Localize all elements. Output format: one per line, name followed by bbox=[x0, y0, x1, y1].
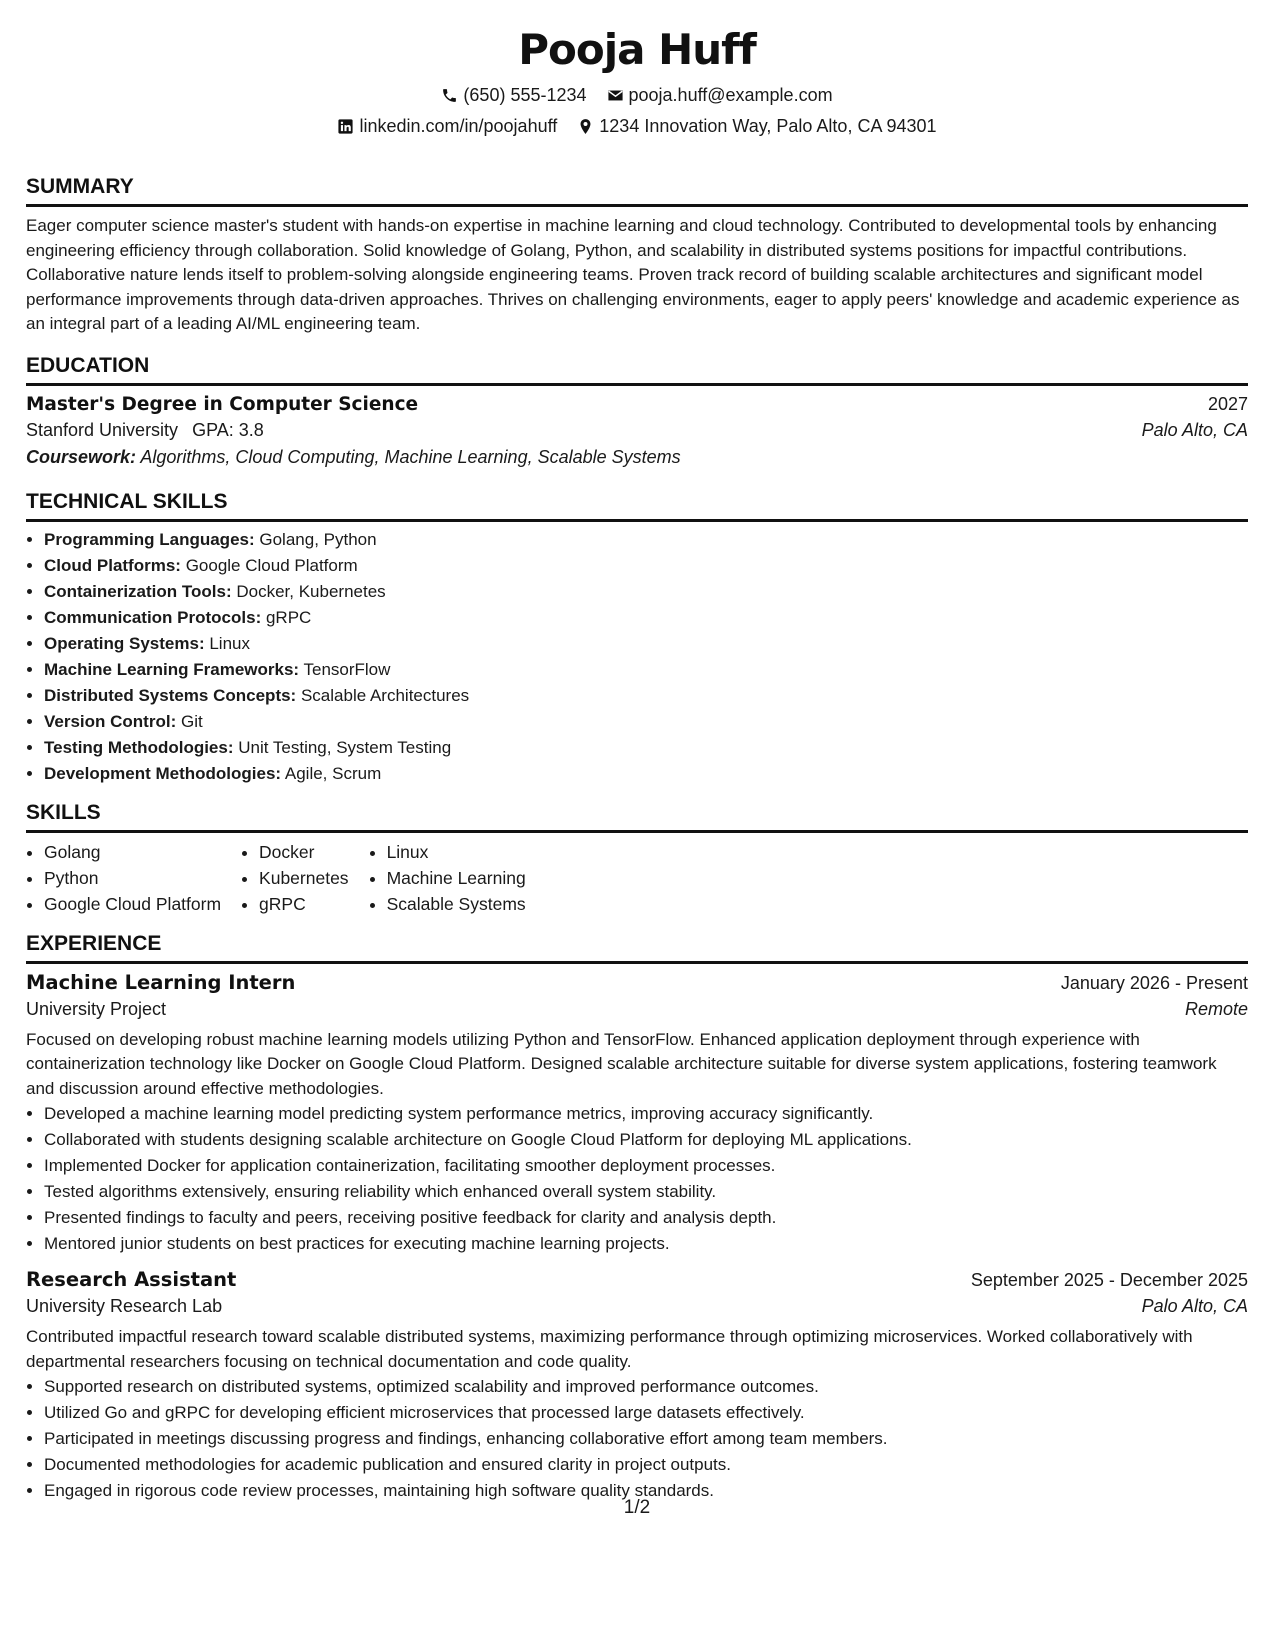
contact-line-1 bbox=[26, 83, 1248, 107]
skill-values: Git bbox=[180, 711, 203, 731]
email-contact[interactable] bbox=[607, 83, 833, 107]
skill-category: Development Methodologies: bbox=[44, 763, 282, 783]
coursework bbox=[26, 447, 1248, 468]
envelope-icon bbox=[607, 87, 624, 104]
skill-values: gRPC bbox=[265, 607, 312, 627]
school-info bbox=[26, 420, 264, 441]
list-item: • Linux bbox=[387, 839, 526, 865]
list-item: • Presented findings to faculty and peers, receiving positive feedback for clarity and analysis depth. bbox=[44, 1205, 1248, 1231]
skill-category: Containerization Tools: bbox=[44, 581, 232, 601]
job-org: University Research Lab bbox=[26, 1296, 223, 1316]
list-item bbox=[44, 761, 1248, 787]
skill-category: Machine Learning Frameworks: bbox=[44, 659, 300, 679]
list-item bbox=[44, 683, 1248, 709]
coursework-label: Coursework: bbox=[26, 446, 137, 467]
list-item: • Engaged in rigorous code review processes, maintaining high software quality standards. bbox=[44, 1478, 1248, 1504]
job-header-row bbox=[26, 971, 1248, 994]
job-entry bbox=[26, 1268, 1248, 1504]
list-item bbox=[44, 579, 1248, 605]
skill-values: Google Cloud Platform bbox=[185, 555, 358, 575]
list-item: • Python bbox=[44, 865, 221, 891]
list-item: • Implemented Docker for application containerization, facilitating smoother deployment processes. bbox=[44, 1153, 1248, 1179]
job-org-row bbox=[26, 999, 1248, 1020]
job-description: Focused on developing robust machine learning models utilizing Python and TensorFlow. Enhanced application deployment through experience with containerization technology like Docker on Google Cloud Platform. Designed scalable architecture suitable for diverse system applications, fostering teamwork and discussion around effective methodologies. bbox=[26, 1029, 1217, 1098]
job-bullets bbox=[26, 1101, 1248, 1257]
email-text[interactable]: pooja.huff@example.com bbox=[628, 85, 833, 105]
map-pin-icon bbox=[577, 118, 594, 135]
skill-category: Cloud Platforms: bbox=[44, 555, 181, 575]
coursework-list: Algorithms, Cloud Computing, Machine Learning, Scalable Systems bbox=[140, 446, 681, 467]
skill-values: Unit Testing, System Testing bbox=[238, 737, 452, 757]
education-title: EDUCATION bbox=[26, 353, 1248, 386]
linkedin-contact[interactable] bbox=[337, 114, 557, 138]
job-role: Machine Learning Intern bbox=[26, 970, 296, 994]
phone-text: (650) 555-1234 bbox=[463, 85, 587, 105]
page-number: 1/2 bbox=[623, 1497, 651, 1518]
summary-section bbox=[26, 174, 1248, 337]
list-item bbox=[44, 605, 1248, 631]
list-item: • Google Cloud Platform bbox=[44, 891, 221, 917]
contact-line-2 bbox=[26, 114, 1248, 138]
job-role: Research Assistant bbox=[26, 1268, 237, 1291]
list-item: • Scalable Systems bbox=[387, 891, 526, 917]
technical-skills-title: TECHNICAL SKILLS bbox=[26, 489, 1248, 522]
skills-section bbox=[26, 800, 1248, 917]
job-location: Remote bbox=[1184, 998, 1248, 1019]
job-org: University Project bbox=[26, 998, 167, 1019]
list-item: • gRPC bbox=[259, 891, 349, 917]
job-description: Contributed impactful research toward scalable distributed systems, maximizing performance through optimizing microservices. Worked collaboratively with departmental researchers focusing on technical documentation and code quality. bbox=[26, 1327, 1193, 1371]
list-item bbox=[44, 735, 1248, 761]
school-location: Palo Alto, CA bbox=[1141, 419, 1248, 440]
list-item bbox=[44, 631, 1248, 657]
experience-title: EXPERIENCE bbox=[26, 931, 1248, 964]
phone-icon bbox=[441, 87, 458, 104]
job-dates: September 2025 - December 2025 bbox=[970, 1270, 1248, 1290]
skill-values: Golang, Python bbox=[259, 529, 377, 549]
list-item: • Docker bbox=[259, 839, 349, 865]
skills-column-1 bbox=[26, 839, 221, 917]
address-contact bbox=[577, 114, 936, 138]
skill-category: Distributed Systems Concepts: bbox=[44, 685, 297, 705]
list-item: • Developed a machine learning model predicting system performance metrics, improving accuracy significantly. bbox=[44, 1101, 1248, 1127]
candidate-name: Pooja Huff bbox=[518, 25, 756, 74]
job-bullets bbox=[26, 1374, 1248, 1504]
list-item: • Collaborated with students designing scalable architecture on Google Cloud Platform for deploying ML applications. bbox=[44, 1127, 1248, 1153]
skill-values: Docker, Kubernetes bbox=[236, 581, 386, 601]
graduation-year: 2027 bbox=[1207, 393, 1248, 414]
education-school-row bbox=[26, 420, 1248, 441]
list-item: • Participated in meetings discussing progress and findings, enhancing collaborative effort among team members. bbox=[44, 1426, 1248, 1452]
linkedin-icon bbox=[337, 118, 354, 135]
school-name: Stanford University bbox=[26, 419, 179, 440]
degree: Master's Degree in Computer Science bbox=[26, 393, 419, 415]
summary-title: SUMMARY bbox=[26, 174, 1248, 207]
summary-text: Eager computer science master's student with hands-on expertise in machine learning and cloud technology. Contributed to developmental tools by enhancing engineering efficiency through collaboration. Solid knowledge of Golang, Python, and scalability in distributed systems positions for impactful contributions. Collaborative nature lends itself to problem-solving alongside engineering teams. Proven track record of building scalable architectures and significant model performance improvements through data-driven approaches. Thrives on challenging environments, eager to apply peers' knowledge and academic experience as an integral part of a leading AI/ML engineering team. bbox=[26, 216, 1240, 333]
resume-page bbox=[26, 0, 1248, 1650]
linkedin-text[interactable]: linkedin.com/in/poojahuff bbox=[359, 116, 558, 136]
list-item: • Tested algorithms extensively, ensuring reliability which enhanced overall system stability. bbox=[44, 1179, 1248, 1205]
skill-category: Testing Methodologies: bbox=[44, 737, 234, 757]
job-header-row bbox=[26, 1268, 1248, 1291]
list-item: • Golang bbox=[44, 839, 221, 865]
skill-values: Scalable Architectures bbox=[300, 685, 470, 705]
skills-grid bbox=[26, 839, 1248, 917]
education-section bbox=[26, 353, 1248, 468]
skills-title: SKILLS bbox=[26, 800, 1248, 833]
technical-skills-list bbox=[26, 527, 1248, 787]
list-item: • Mentored junior students on best practices for executing machine learning projects. bbox=[44, 1231, 1248, 1257]
technical-skills-section bbox=[26, 489, 1248, 787]
skill-values: Linux bbox=[209, 633, 250, 653]
gpa: GPA: 3.8 bbox=[192, 419, 264, 440]
phone-contact bbox=[441, 83, 586, 107]
skills-column-3 bbox=[369, 839, 526, 917]
job-location: Palo Alto, CA bbox=[1141, 1296, 1248, 1316]
job-dates: January 2026 - Present bbox=[1060, 972, 1248, 993]
list-item bbox=[44, 553, 1248, 579]
list-item: • Documented methodologies for academic publication and ensured clarity in project outputs. bbox=[44, 1452, 1248, 1478]
list-item bbox=[44, 657, 1248, 683]
list-item: • Kubernetes bbox=[259, 865, 349, 891]
skill-values: TensorFlow bbox=[303, 659, 391, 679]
list-item: • Machine Learning bbox=[387, 865, 526, 891]
list-item: • Supported research on distributed systems, optimized scalability and improved performance outcomes. bbox=[44, 1374, 1248, 1400]
skills-column-2 bbox=[241, 839, 349, 917]
skill-category: Programming Languages: bbox=[44, 529, 255, 549]
job-entry bbox=[26, 971, 1248, 1258]
list-item: • Utilized Go and gRPC for developing efficient microservices that processed large datasets effectively. bbox=[44, 1400, 1248, 1426]
list-item bbox=[44, 527, 1248, 553]
skill-category: Communication Protocols: bbox=[44, 607, 262, 627]
skill-category: Version Control: bbox=[44, 711, 177, 731]
skill-values: Agile, Scrum bbox=[284, 763, 382, 783]
list-item bbox=[44, 709, 1248, 735]
experience-section bbox=[26, 931, 1248, 1505]
skill-category: Operating Systems: bbox=[44, 633, 205, 653]
job-org-row bbox=[26, 1296, 1248, 1317]
address-text: 1234 Innovation Way, Palo Alto, CA 94301 bbox=[599, 116, 937, 136]
education-header-row bbox=[26, 394, 1248, 415]
